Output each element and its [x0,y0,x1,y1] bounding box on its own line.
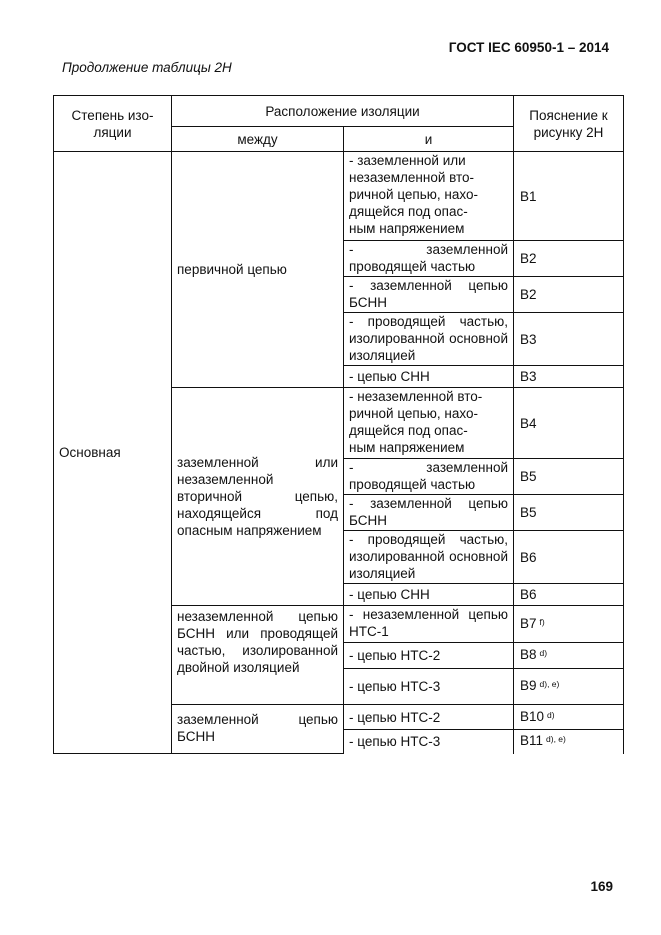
code-cell: B5 [514,495,624,531]
footnote-mark: f) [539,616,545,627]
footnote-mark: d) [539,648,548,658]
table-continuation-caption: Продолжение таблицы 2H [62,60,232,75]
between-cell: незаземленной цепью БСНН или проводящей частью, изолированной двойной изоляцией [172,606,344,705]
and-cell: - цепью СНН [344,584,514,606]
code-cell: B2 [514,277,624,313]
and-cell: - цепью НТС-3 [344,730,514,754]
and-cell: - проводящей частью, изолированной основной изоляцией [344,313,514,366]
page-number: 169 [590,879,613,894]
header-degree: Степень изо- ляции [54,96,172,152]
code-cell: B8 $^{d)}$ [514,643,624,669]
and-cell: - цепью СНН [344,366,514,388]
footnote-mark: d) [547,709,555,720]
standard-designation: ГОСТ IEC 60950-1 – 2014 [448,40,609,55]
code-cell: B10 $^{d)}$ [514,705,624,730]
footnote-mark: d), e) [539,679,560,689]
code-cell: B5 [514,459,624,495]
code-cell: B6 [514,584,624,606]
code-cell: B3 [514,313,624,366]
between-cell: первичной цепью [172,152,344,388]
code-cell: B9 $^{d), e)}$ [514,669,624,705]
and-cell: - заземленной цепью БСНН [344,277,514,313]
between-cell: заземленной или незаземленной вторичной цепью, находящейся под опасным напряжением [172,388,344,606]
insulation-table [53,95,624,754]
and-cell: - заземленной или незаземленной вто- ричной цепью, нахо- дящейся под опас- ным напряжением [344,152,514,241]
and-cell: - незаземленной цепью НТС-1 [344,606,514,643]
and-cell: - цепью НТС-2 [344,705,514,730]
degree-cell: Основная [54,152,172,754]
and-cell: - цепью НТС-2 [344,643,514,669]
between-cell: заземленной цепью БСНН [172,705,344,754]
code-cell: B7 $^{f)}$ [514,606,624,643]
and-cell: - заземленной проводящей частью [344,459,514,495]
footnote-mark: d), e) [546,734,566,745]
header-and: и [344,127,514,152]
code-cell: B3 [514,366,624,388]
code-cell: B6 [514,531,624,584]
and-cell: - заземленной проводящей частью [344,241,514,277]
and-cell: - проводящей частью, изолированной основной изоляцией [344,531,514,584]
code-cell: B11 $^{d), e)}$ [514,730,624,754]
header-explanation: Пояснение к рисунку 2H [514,96,624,152]
code-cell: B4 [514,388,624,459]
and-cell: - незаземленной вто- ричной цепью, нахо- дящейся под опас- ным напряжением [344,388,514,459]
and-cell: - цепью НТС-3 [344,669,514,705]
header-between: между [172,127,344,152]
code-cell: B1 [514,152,624,241]
and-cell: - заземленной цепью БСНН [344,495,514,531]
header-location: Расположение изоляции [172,96,514,127]
code-cell: B2 [514,241,624,277]
